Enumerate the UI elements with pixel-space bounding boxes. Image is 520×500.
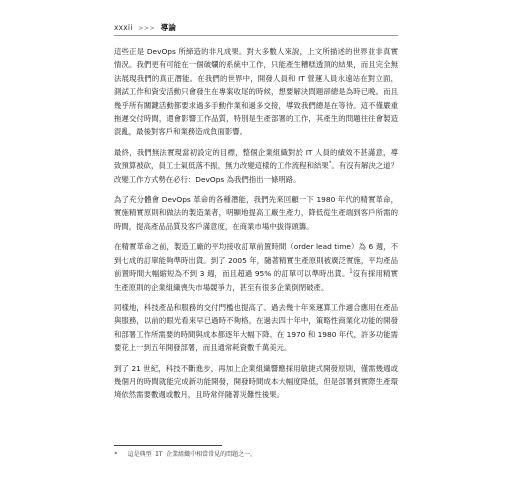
footnote-divider bbox=[114, 445, 222, 446]
paragraph bbox=[114, 240, 398, 294]
paragraph: 同樣地，科技產品和服務的交付門檻也提高了。過去幾十年來運算工作適合應用在產品與服務，以前的眼光看來早已過時不夠格。在過去四十年中，策略性商業化功能的開發和部署工作所需要的時間與成本都逐年大幅下降。在 1970 和 1980 年代，許多功能需要花上一到五年開發部署，而且通常耗資數千萬美元。 bbox=[114, 302, 398, 353]
paragraph-text: 最終，我們無法實現當初設定的目標，整個企業組織對於 IT 人員的績效不甚滿意，導致預算被砍，員工士氣低落不振，無力改變這樣的工作流程和結果 bbox=[114, 147, 398, 171]
section-title: 導論 bbox=[160, 23, 177, 32]
paragraph: 到了 21 世紀，科技不斷進步，再加上企業組織響應採用敏捷式開發原則，僅需幾週或幾個月的時間就能完成新功能開發，開發時間成本大幅度降低，但是部署到實際生產環境依然需要數週或數月，且時常伴隨著災難性後果。 bbox=[114, 363, 398, 400]
footnote-symbol: * bbox=[114, 451, 118, 458]
footnote-text: 這是典型 IT 企業組織中相當常見的問題之一。 bbox=[127, 451, 257, 458]
footnote bbox=[114, 450, 398, 460]
body-text bbox=[114, 45, 398, 409]
footnote-mark: * bbox=[328, 160, 332, 167]
header-arrows: >>> bbox=[138, 24, 156, 32]
paragraph-text: 沒有採用精實生產原則的企業組織喪失市場競爭力，甚至有很多企業倒閉破產。 bbox=[114, 269, 398, 292]
paragraph: 這些正是 DevOps 所締造的非凡成果。對大多數人來說，上文所描述的世界並非真實情況。我們更有可能在一個破爛的系統中工作，只能產生糟糕透頂的結果，而且完全無法展現我們的真正潛能。在我們的世界中，開發人員和 IT 營運人員永遠站在對立面，測試工作和資安活動只會發生在專案收尾的時候，想要解決問題卻總是為時已晚。而且幾乎所有關鍵活動都要求過多手動作業和過多交接，導致我們總是在等待。這不僅嚴重拖遲交付時間，還會影響工作品質，特別是生產部署的工作，其產生的問題往往會製造混亂，最後對客戶和業務造成負面影響。 bbox=[114, 47, 398, 137]
paragraph: 為了充分體會 DevOps 革命的各種潛能，我們先來回顧一下 1980 年代的精實革命，實施精實原則和做法的製造業者，明顯地提高工廠生產力，降低從生產端到客戶所需的時間，提高產品品質及客戶滿意度，在商業市場中拔得頭籌。 bbox=[114, 195, 398, 231]
page-number: xxxii bbox=[114, 23, 133, 32]
running-header bbox=[114, 22, 398, 33]
paragraph-text: 。有沒有解決之道？改變工作方式勢在必行：DevOps 為我們指出一條明路。 bbox=[114, 161, 398, 184]
paragraph bbox=[114, 146, 398, 186]
citation-mark: 1 bbox=[349, 268, 353, 275]
header-divider bbox=[114, 35, 398, 36]
paragraph-text: 在精實革命之前，製造工廠的平均接收訂單前置時間（order lead time）為 6 週，不到七成的訂單能夠準時出貨。到了 2005 年，隨著精實生產原則被廣泛實施，平均產品前置時間大幅縮短為不到 3 週，而且超過 95% 的訂單可以準時出貨。 bbox=[114, 242, 398, 279]
